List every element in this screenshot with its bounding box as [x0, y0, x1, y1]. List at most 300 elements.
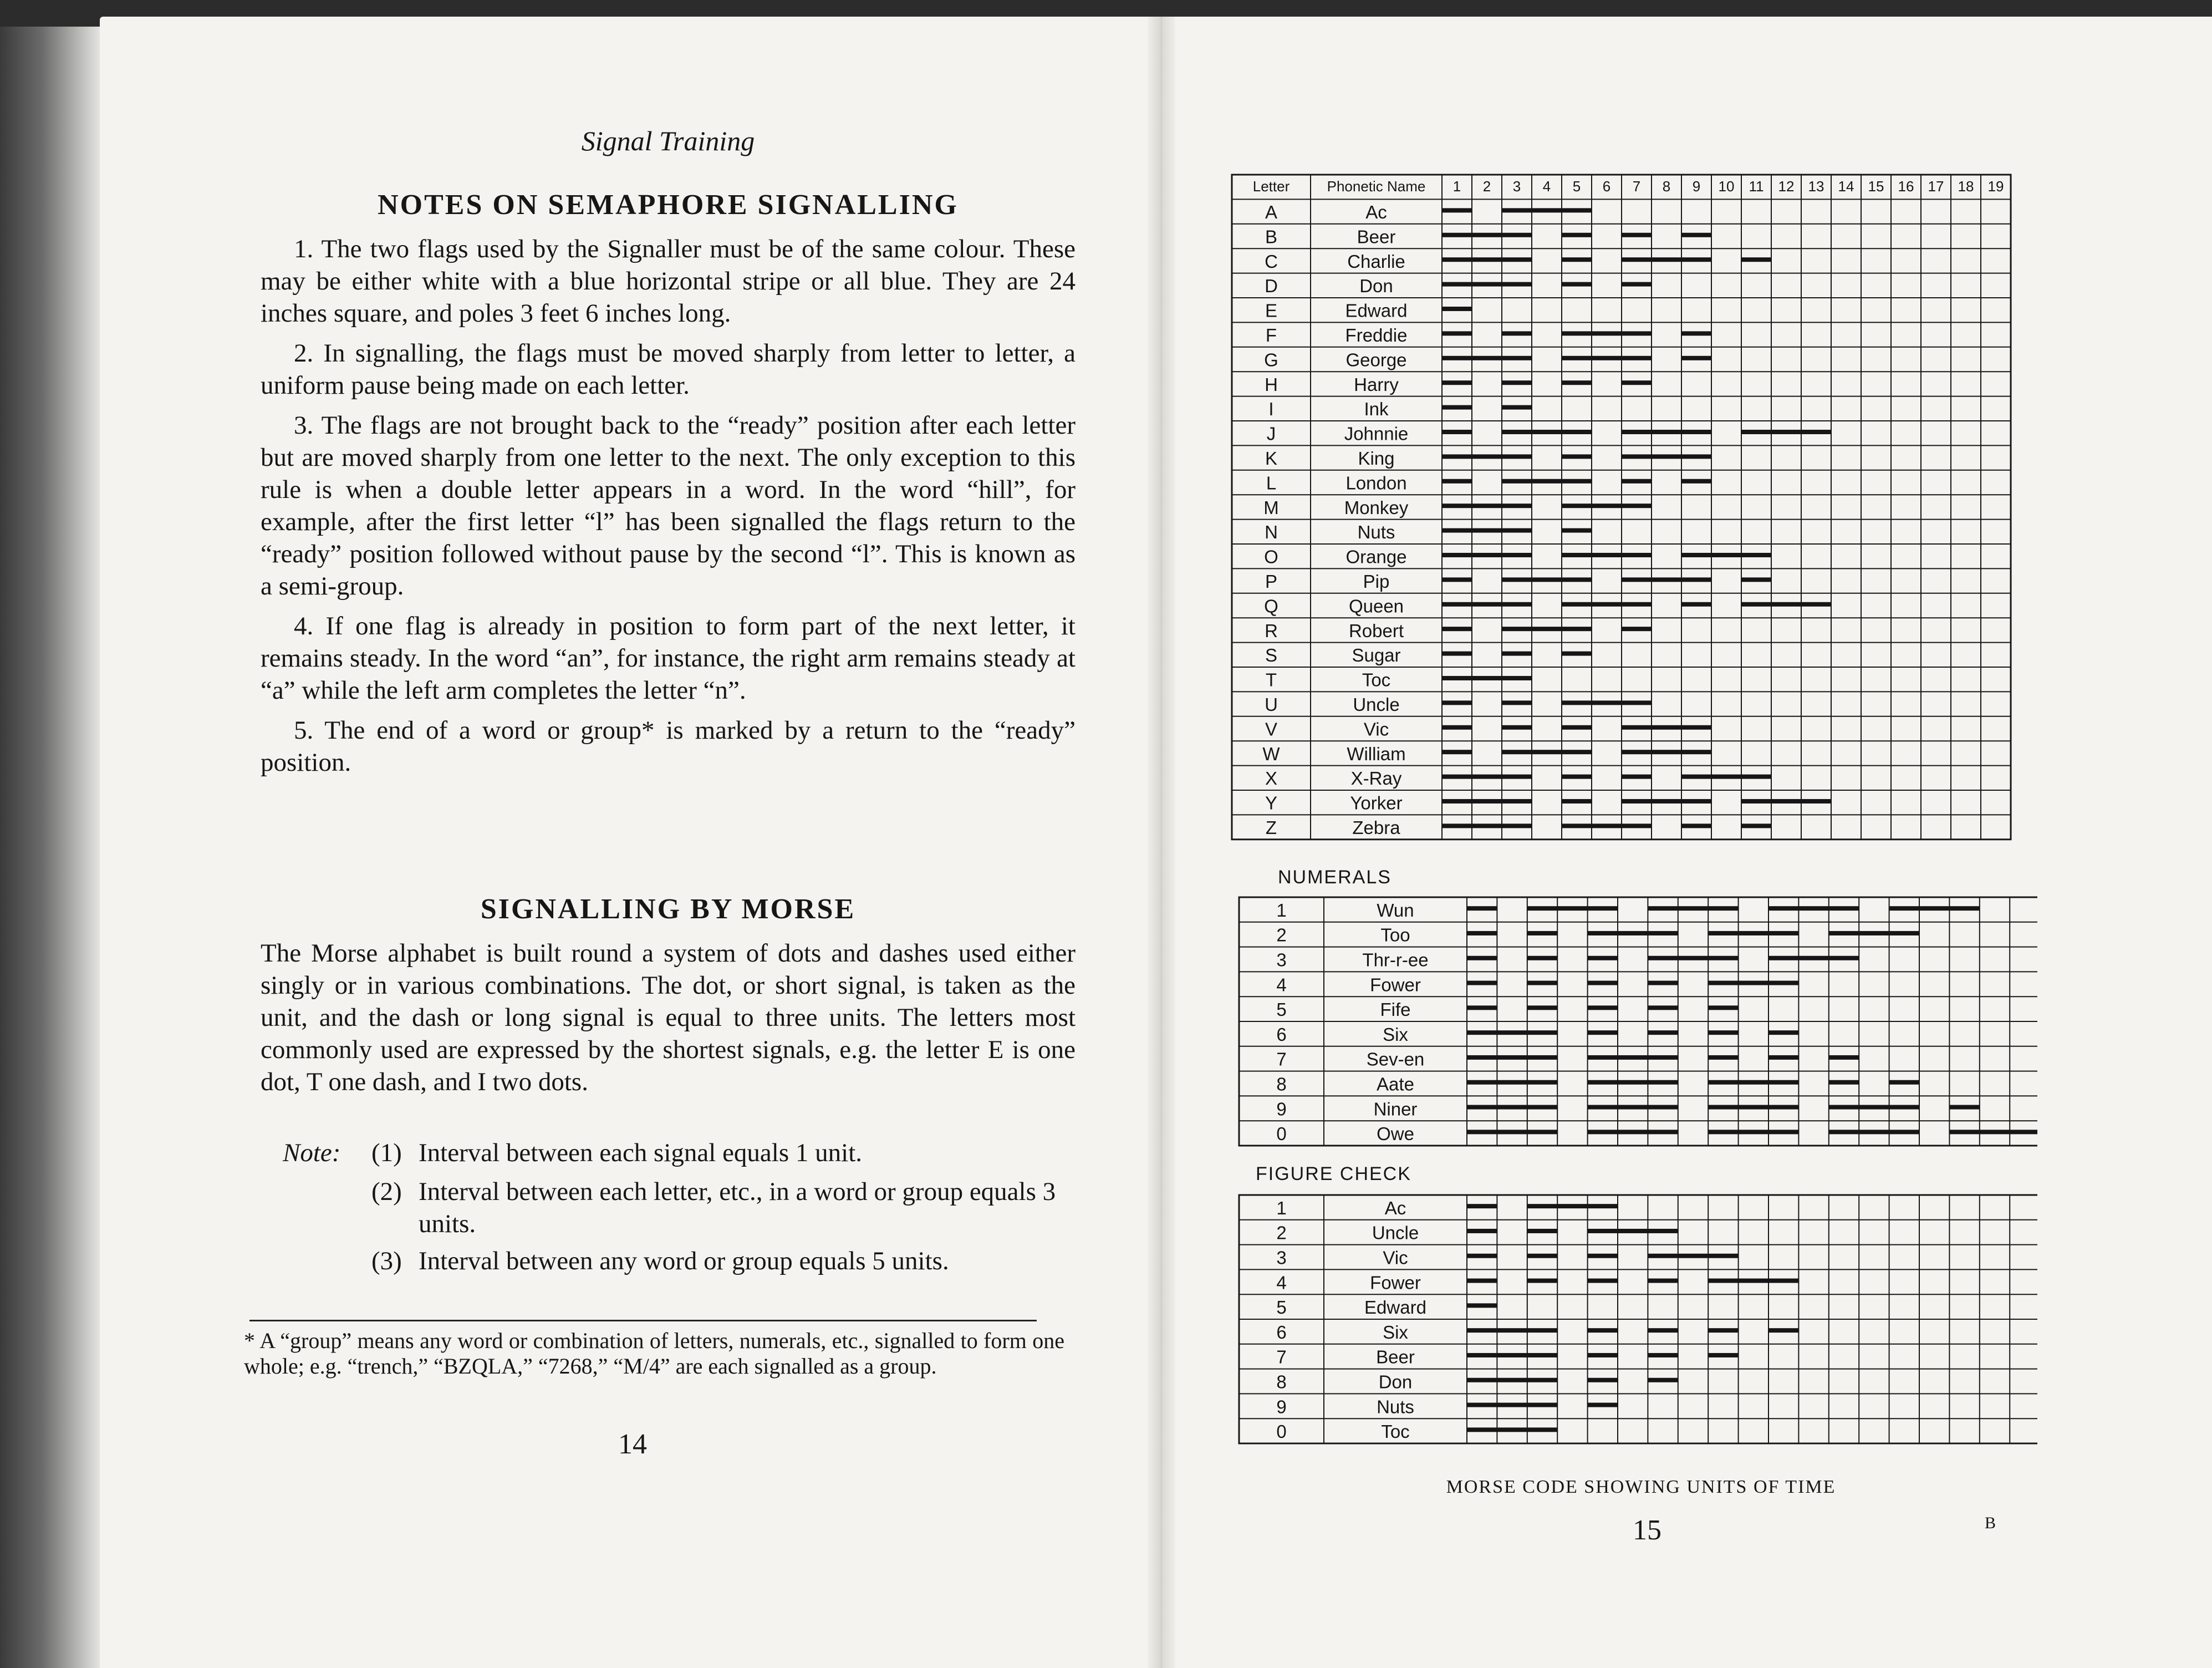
row-phonetic-name: Johnnie [1344, 423, 1409, 444]
paragraph: 5. The end of a word or group* is marked by a return to the “ready” position. [261, 716, 1076, 777]
dot-mark [1588, 1279, 1618, 1283]
dot-mark [1467, 931, 1497, 935]
dash-mark [1622, 799, 1711, 804]
dash-mark [1562, 331, 1652, 335]
row-label: 2 [1276, 1222, 1287, 1243]
dot-mark [1442, 652, 1472, 656]
dash-mark [1442, 528, 1532, 533]
dot-mark [1648, 981, 1678, 985]
dot-mark [1502, 331, 1532, 335]
dot-mark [1442, 430, 1472, 434]
row-label: P [1265, 571, 1278, 592]
dot-mark [1648, 1353, 1678, 1357]
dash-mark [1562, 504, 1652, 508]
dot-mark [1527, 1005, 1557, 1010]
dash-mark [1442, 553, 1532, 557]
header-unit: 6 [1602, 178, 1611, 195]
dot-mark [1467, 1204, 1497, 1208]
row-phonetic-name: Beer [1357, 226, 1396, 247]
header-unit: 18 [1958, 178, 1974, 195]
dot-mark [1527, 981, 1557, 985]
header-unit: 16 [1898, 178, 1914, 195]
row-label: T [1265, 669, 1277, 690]
row-phonetic-name: Wun [1377, 899, 1414, 921]
footnote-rule [249, 1320, 1037, 1321]
note-number: (2) [371, 1177, 402, 1206]
row-label: B [1265, 226, 1278, 247]
header-unit: 3 [1512, 178, 1521, 195]
header-unit: 19 [1987, 178, 2004, 195]
dot-mark [1708, 1005, 1738, 1010]
row-label: X [1265, 768, 1278, 789]
semaphore-notes [261, 233, 1076, 779]
row-label: 9 [1276, 1099, 1287, 1120]
dash-mark [1442, 504, 1532, 508]
dash-mark [1527, 1204, 1618, 1208]
note-number: (1) [371, 1138, 402, 1167]
dot-mark [1681, 356, 1711, 360]
dot-mark [1467, 981, 1497, 985]
dash-mark [1562, 356, 1652, 360]
dot-mark [1527, 956, 1557, 960]
dash-mark [1502, 627, 1592, 631]
dot-mark [1442, 725, 1472, 730]
dot-mark [1442, 479, 1472, 484]
section-title-semaphore: NOTES ON SEMAPHORE SIGNALLING [378, 189, 959, 221]
dash-mark [1741, 430, 1831, 434]
dot-mark [1648, 1279, 1678, 1283]
dot-mark [1442, 208, 1472, 212]
dash-mark [1562, 602, 1652, 607]
footnote: * A “group” means any word or combination of letters, numerals, etc., signalled to form one whole; e.g. “trench,” “BZQLA,” “7268,” “M/4” are each signalled as a group. [244, 1328, 1064, 1379]
dot-mark [1708, 1353, 1738, 1357]
dash-mark [1768, 956, 1859, 960]
row-phonetic-name: Monkey [1344, 497, 1409, 518]
row-label: L [1266, 472, 1277, 494]
dash-mark [1708, 1080, 1798, 1085]
dash-mark [1467, 1328, 1557, 1333]
dot-mark [1622, 380, 1652, 385]
dot-mark [1648, 1030, 1678, 1035]
header-unit: 9 [1692, 178, 1701, 195]
dash-mark [1502, 577, 1592, 582]
dash-mark [1648, 906, 1738, 911]
dash-mark [1442, 602, 1532, 607]
dash-mark [1502, 430, 1592, 434]
row-phonetic-name: Ac [1384, 1197, 1406, 1218]
row-label: I [1268, 399, 1274, 420]
row-phonetic-name: Sev-en [1366, 1049, 1425, 1070]
dot-mark [1768, 1055, 1798, 1060]
dash-mark [1442, 282, 1532, 287]
row-phonetic-name: Nuts [1377, 1396, 1414, 1417]
row-phonetic-name: Zebra [1352, 817, 1400, 838]
row-phonetic-name: Toc [1381, 1421, 1410, 1442]
row-phonetic-name: Edward [1364, 1297, 1426, 1318]
paragraph: 4. If one flag is already in position to form part of the next letter, it remains steady. In the word “an”, for instance, the right arm remains steady at “a” while the left arm completes the letter “n”. [261, 612, 1076, 705]
dot-mark [1829, 1080, 1859, 1085]
header-unit: 14 [1838, 178, 1854, 195]
row-phonetic-name: Don [1378, 1371, 1413, 1392]
row-phonetic-name: Yorker [1350, 792, 1403, 813]
dash-mark [1467, 1427, 1557, 1432]
dot-mark [1681, 331, 1711, 335]
dot-mark [1588, 1030, 1618, 1035]
dot-mark [1768, 1030, 1798, 1035]
dash-mark [1442, 233, 1532, 237]
row-label: F [1265, 325, 1277, 346]
row-label: 1 [1276, 899, 1287, 921]
header-unit: 1 [1452, 178, 1461, 195]
dash-mark [1502, 479, 1592, 484]
row-phonetic-name: Harry [1354, 374, 1399, 395]
dot-mark [1741, 823, 1771, 828]
dot-mark [1622, 282, 1652, 287]
dash-mark [1708, 931, 1798, 935]
dash-mark [1562, 700, 1652, 705]
dot-mark [1562, 725, 1592, 730]
row-phonetic-name: Uncle [1353, 694, 1400, 715]
dash-mark [1741, 799, 1831, 804]
dash-mark [1527, 906, 1618, 911]
scan-edge [0, 27, 105, 1668]
row-phonetic-name: Too [1380, 924, 1410, 945]
row-phonetic-name: Owe [1377, 1123, 1414, 1145]
header-unit: 5 [1572, 178, 1581, 195]
dash-mark [1442, 454, 1532, 459]
dot-mark [1681, 233, 1711, 237]
header-unit: 8 [1662, 178, 1671, 195]
numerals-label: NUMERALS [1278, 867, 1392, 888]
dash-mark [1588, 1105, 1678, 1110]
dot-mark [1889, 1080, 1919, 1085]
dot-mark [1708, 1030, 1738, 1035]
header-unit: 10 [1718, 178, 1735, 195]
dot-mark [1527, 1229, 1557, 1233]
dash-mark [1768, 906, 1859, 911]
dot-mark [1622, 233, 1652, 237]
dot-mark [1588, 1403, 1618, 1407]
row-phonetic-name: Toc [1362, 669, 1391, 690]
dot-mark [1681, 602, 1711, 607]
dash-mark [1681, 553, 1771, 557]
row-phonetic-name: Edward [1345, 300, 1408, 321]
dot-mark [1708, 1328, 1738, 1333]
paragraph: The Morse alphabet is built round a system of dots and dashes used either singly or in various combinations. The dot, or short signal, is taken as the unit, and the dash or long signal is equal to three units. The letters most commonly used are expressed by the shortest signals, e.g. the letter E is one dot, T one dash, and I two dots. [261, 939, 1076, 1096]
row-phonetic-name: King [1358, 448, 1395, 469]
row-phonetic-name: Six [1383, 1024, 1408, 1045]
dot-mark [1467, 956, 1497, 960]
dot-mark [1588, 1328, 1618, 1333]
row-label: 6 [1276, 1321, 1287, 1342]
note-text: Interval between each signal equals 1 unit. [419, 1138, 863, 1167]
dash-mark [1442, 676, 1532, 680]
dot-mark [1562, 528, 1592, 533]
row-label: G [1264, 349, 1278, 370]
morse-code-table [1228, 166, 2037, 1458]
dot-mark [1562, 257, 1592, 262]
dash-mark [1562, 823, 1652, 828]
dot-mark [1829, 1055, 1859, 1060]
dot-mark [1502, 725, 1532, 730]
dash-mark [1467, 1353, 1557, 1357]
row-label: D [1265, 276, 1278, 297]
row-phonetic-name: Vic [1383, 1247, 1408, 1268]
dot-mark [1648, 1378, 1678, 1382]
dot-mark [1467, 1303, 1497, 1308]
row-label: 0 [1276, 1421, 1287, 1442]
row-phonetic-name: Don [1359, 276, 1393, 297]
dash-mark [1708, 1130, 1798, 1134]
row-label: 3 [1276, 949, 1287, 970]
row-label: K [1265, 448, 1278, 469]
row-phonetic-name: Queen [1348, 596, 1404, 617]
dash-mark [1562, 553, 1652, 557]
dash-mark [1442, 823, 1532, 828]
row-label: A [1265, 202, 1278, 223]
row-phonetic-name: Niner [1373, 1099, 1418, 1120]
dash-mark [1708, 1105, 1798, 1110]
dash-mark [1622, 750, 1711, 754]
row-label: V [1265, 719, 1278, 740]
dash-mark [1588, 931, 1678, 935]
row-label: M [1263, 497, 1279, 518]
dash-mark [1949, 1130, 2037, 1134]
page-number-right: 15 [1633, 1514, 1661, 1546]
figure-check-label: FIGURE CHECK [1256, 1163, 1411, 1184]
row-label: O [1264, 546, 1278, 567]
dot-mark [1622, 775, 1652, 779]
running-head: Signal Training [581, 125, 755, 156]
dot-mark [1502, 380, 1532, 385]
dash-mark [1588, 1130, 1678, 1134]
dash-mark [1829, 1130, 1919, 1134]
dash-mark [1622, 454, 1711, 459]
dot-mark [1562, 799, 1592, 804]
dash-mark [1588, 1055, 1678, 1060]
signature-mark: B [1985, 1514, 1996, 1532]
row-phonetic-name: Vic [1363, 719, 1389, 740]
row-label: 0 [1276, 1123, 1287, 1145]
row-phonetic-name: Charlie [1347, 251, 1405, 272]
row-label: N [1265, 522, 1278, 543]
row-phonetic-name: X-Ray [1350, 768, 1402, 789]
header-unit: 4 [1542, 178, 1551, 195]
dot-mark [1588, 1254, 1618, 1258]
figure-check-table [1239, 1195, 2037, 1443]
dash-mark [1588, 1229, 1678, 1233]
dot-mark [1442, 307, 1472, 311]
paragraph: 1. The two flags used by the Signaller must be of the same colour. These may be either white with a blue horizontal stripe or all blue. They are 24 inches square, and poles 3 feet 6 inches long. [261, 235, 1076, 328]
numerals-table [1239, 897, 2037, 1146]
dash-mark [1622, 257, 1711, 262]
note-text: Interval between each letter, etc., in a word or group equals 3 units. [419, 1177, 1056, 1238]
dash-mark [1442, 775, 1532, 779]
row-phonetic-name: Thr-r-ee [1362, 949, 1429, 970]
dash-mark [1708, 1279, 1798, 1283]
header-letter: Letter [1252, 178, 1290, 195]
row-label: 6 [1276, 1024, 1287, 1045]
header-phonetic: Phonetic Name [1327, 178, 1426, 195]
row-label: C [1265, 251, 1278, 272]
row-label: U [1265, 694, 1278, 715]
row-phonetic-name: William [1347, 743, 1406, 764]
dot-mark [1527, 1254, 1557, 1258]
row-phonetic-name: Sugar [1352, 645, 1401, 666]
row-phonetic-name: Fife [1380, 999, 1411, 1020]
header-unit: 13 [1808, 178, 1824, 195]
row-label: Y [1265, 792, 1278, 813]
row-phonetic-name: Fower [1370, 1272, 1421, 1293]
dot-mark [1442, 331, 1472, 335]
row-phonetic-name: Ink [1364, 399, 1389, 420]
dot-mark [1467, 1229, 1497, 1233]
row-label: J [1266, 423, 1276, 444]
dot-mark [1562, 652, 1592, 656]
dot-mark [1442, 380, 1472, 385]
row-label: 9 [1276, 1396, 1287, 1417]
row-phonetic-name: Nuts [1357, 522, 1395, 543]
dash-mark [1467, 1030, 1557, 1035]
row-label: S [1265, 645, 1278, 666]
dash-mark [1467, 1105, 1557, 1110]
row-label: Q [1264, 596, 1278, 617]
row-label: Z [1265, 817, 1277, 838]
dot-mark [1622, 627, 1652, 631]
dash-mark [1829, 931, 1919, 935]
dash-mark [1588, 1080, 1678, 1085]
paragraph: 2. In signalling, the flags must be moved sharply from letter to letter, a uniform pause being made on each letter. [261, 339, 1076, 400]
dot-mark [1442, 700, 1472, 705]
row-label: 7 [1276, 1049, 1287, 1070]
dot-mark [1502, 652, 1532, 656]
dot-mark [1502, 405, 1532, 410]
row-label: H [1265, 374, 1278, 395]
dot-mark [1467, 1279, 1497, 1283]
note-label: Note: [283, 1138, 341, 1167]
dash-mark [1648, 1254, 1738, 1258]
row-label: 8 [1276, 1074, 1287, 1095]
book-gutter [1148, 17, 1175, 1668]
row-label: 5 [1276, 999, 1287, 1020]
note-text: Interval between any word or group equals 5 units. [419, 1247, 949, 1275]
dot-mark [1442, 577, 1472, 582]
row-label: E [1265, 300, 1278, 321]
dot-mark [1562, 233, 1592, 237]
dash-mark [1648, 956, 1738, 960]
row-label: 3 [1276, 1247, 1287, 1268]
row-phonetic-name: London [1345, 472, 1407, 494]
dot-mark [1741, 257, 1771, 262]
row-label: 4 [1276, 974, 1287, 995]
dot-mark [1648, 1005, 1678, 1010]
dot-mark [1648, 1328, 1678, 1333]
header-unit: 11 [1749, 178, 1764, 195]
dot-mark [1681, 479, 1711, 484]
dash-mark [1681, 775, 1771, 779]
dash-mark [1467, 1378, 1557, 1382]
row-phonetic-name: Fower [1370, 974, 1421, 995]
note-number: (3) [371, 1247, 402, 1275]
dash-mark [1467, 1130, 1557, 1134]
dot-mark [1527, 931, 1557, 935]
dash-mark [1442, 799, 1532, 804]
dash-mark [1622, 725, 1711, 730]
dot-mark [1588, 1353, 1618, 1357]
dash-mark [1442, 257, 1532, 262]
dot-mark [1588, 956, 1618, 960]
row-label: 2 [1276, 924, 1287, 945]
row-phonetic-name: Aate [1377, 1074, 1414, 1095]
row-phonetic-name: George [1345, 349, 1407, 370]
dot-mark [1467, 1005, 1497, 1010]
row-label: 8 [1276, 1371, 1287, 1392]
dash-mark [1467, 1403, 1557, 1407]
row-label: 7 [1276, 1346, 1287, 1367]
dot-mark [1681, 823, 1711, 828]
row-phonetic-name: Uncle [1372, 1222, 1419, 1243]
row-label: R [1265, 620, 1278, 641]
dash-mark [1502, 208, 1592, 212]
paragraph: 3. The flags are not brought back to the “ready” position after each letter but are moved sharply from one letter to the next. The only exception to this rule is when a double letter appears in a word. In the word “hill”, for example, after the first letter “l” has been signalled the flags return to the “ready” position followed without pause by the second “l”. This is known as a semi-group. [261, 411, 1076, 601]
row-phonetic-name: Robert [1348, 620, 1404, 641]
dot-mark [1708, 1055, 1738, 1060]
row-phonetic-name: Six [1383, 1321, 1408, 1342]
row-label: 4 [1276, 1272, 1287, 1293]
dot-mark [1562, 282, 1592, 287]
row-phonetic-name: Ac [1365, 202, 1387, 223]
dash-mark [1467, 1055, 1557, 1060]
header-unit: 12 [1778, 178, 1795, 195]
row-phonetic-name: Freddie [1345, 325, 1408, 346]
dash-mark [1708, 981, 1798, 985]
dash-mark [1442, 356, 1532, 360]
dot-mark [1442, 750, 1472, 754]
dot-mark [1588, 1378, 1618, 1382]
dot-mark [1527, 1279, 1557, 1283]
page-number-left: 14 [618, 1428, 647, 1460]
dot-mark [1467, 906, 1497, 911]
dot-mark [1502, 700, 1532, 705]
dot-mark [1467, 1254, 1497, 1258]
dot-mark [1562, 775, 1592, 779]
dash-mark [1889, 906, 1980, 911]
dot-mark [1588, 1005, 1618, 1010]
dot-mark [1741, 577, 1771, 582]
dot-mark [1588, 981, 1618, 985]
table-caption: MORSE CODE SHOWING UNITS OF TIME [1446, 1477, 1836, 1497]
row-phonetic-name: Orange [1345, 546, 1407, 567]
header-unit: 15 [1868, 178, 1884, 195]
section-title-morse: SIGNALLING BY MORSE [480, 893, 856, 925]
row-label: W [1262, 743, 1280, 764]
row-phonetic-name: Beer [1376, 1346, 1415, 1367]
dot-mark [1442, 627, 1472, 631]
header-unit: 17 [1928, 178, 1944, 195]
morse-intro [261, 937, 1076, 1098]
letters-table [1232, 175, 2011, 840]
dash-mark [1502, 750, 1592, 754]
dash-mark [1829, 1105, 1919, 1110]
row-label: 1 [1276, 1197, 1287, 1218]
dot-mark [1562, 380, 1592, 385]
dash-mark [1467, 1080, 1557, 1085]
header-unit: 7 [1632, 178, 1641, 195]
dash-mark [1741, 602, 1831, 607]
dot-mark [1622, 479, 1652, 484]
dot-mark [1442, 405, 1472, 410]
dot-mark [1949, 1105, 1979, 1110]
